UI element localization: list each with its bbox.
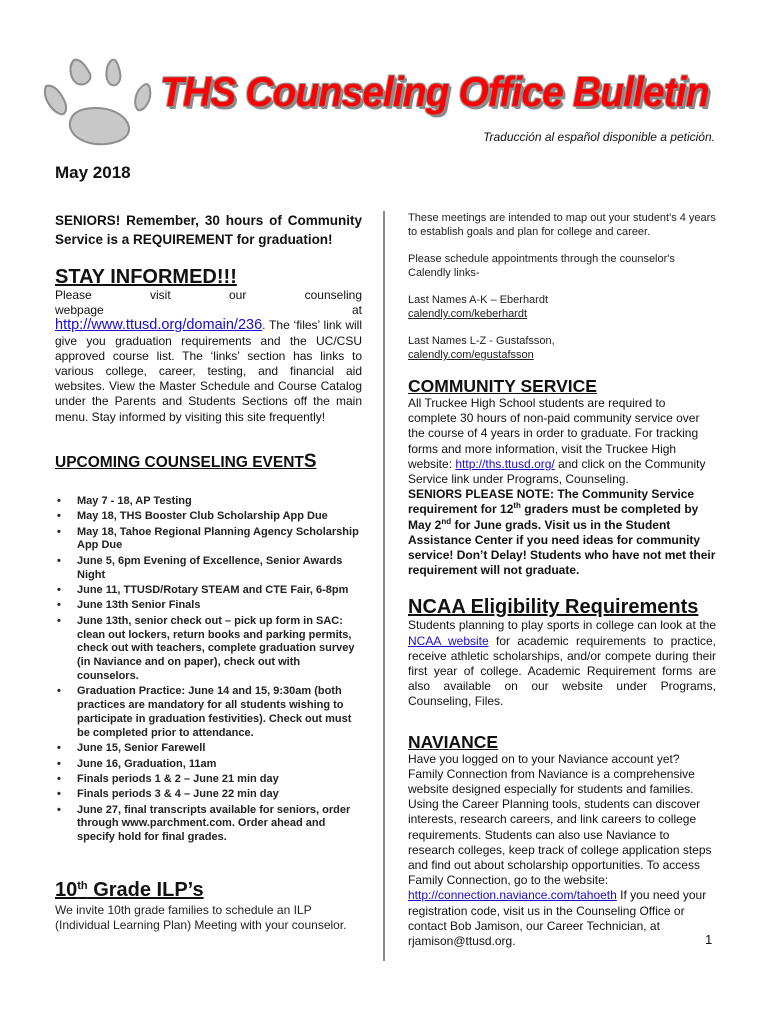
bulletin-title: THS Counseling Office Bulletin bbox=[160, 68, 709, 115]
bullet-icon: • bbox=[57, 525, 61, 538]
page-number: 1 bbox=[705, 932, 713, 947]
counseling-webpage-link[interactable]: http://www.ttusd.org/domain/236 bbox=[55, 317, 263, 334]
bullet-icon: • bbox=[57, 510, 61, 523]
event-item: • June 13th, senior check out – pick up form in SAC: clean out lockers, return books and parking permits, check out with teachers, complete graduation survey (in Naviance and on paper), check out with counselors. bbox=[57, 614, 355, 682]
calendly-intro: Please schedule appointments through the counselor's Calendly links- bbox=[408, 253, 675, 279]
events-heading-last-letter: S bbox=[303, 450, 317, 472]
bullet-icon: • bbox=[57, 788, 61, 801]
ncaa-text: Students planning to play sports in college can look at the NCAA website for academic requirements to practice, receive athletic scholarships, and/or compete during their first year of college. Academic Requirement forms are also available on our website under Programs, Counseling, Files. bbox=[408, 618, 717, 709]
bullet-icon: • bbox=[57, 599, 61, 612]
ilp-continued-text: These meetings are intended to map out your student's 4 years to establish goals and plan for college and career. bbox=[408, 212, 716, 238]
bullet-icon: • bbox=[57, 757, 61, 770]
stay-informed-text bbox=[55, 288, 362, 425]
stay-informed-intro: Please visit our counseling webpage at bbox=[55, 288, 362, 318]
community-service-heading: COMMUNITY SERVICE bbox=[408, 376, 597, 396]
naviance-heading: NAVIANCE bbox=[408, 731, 499, 752]
translation-note: Traducción al español disponible a petición. bbox=[483, 130, 715, 144]
bullet-icon: • bbox=[57, 554, 61, 567]
events-heading bbox=[55, 451, 362, 473]
event-item: • June 13th Senior Finals bbox=[57, 599, 201, 612]
event-item: • May 18, THS Booster Club Scholarship App Due bbox=[57, 510, 328, 523]
events-list bbox=[55, 495, 362, 845]
ilp-heading: 10th Grade ILP’s bbox=[55, 879, 204, 902]
calendly-gustafsson-link[interactable]: calendly.com/egustafsson bbox=[408, 349, 534, 361]
event-item: • June 11, TTUSD/Rotary STEAM and CTE Fair, 6-8pm bbox=[57, 583, 349, 596]
column-divider bbox=[383, 211, 385, 961]
counselor-lz-label: Last Names L-Z - Gustafsson, bbox=[408, 335, 555, 347]
bullet-icon: • bbox=[57, 772, 61, 785]
event-item: • June 16, Graduation, 11am bbox=[57, 757, 217, 770]
events-heading-text: UPCOMING COUNSELING EVENT bbox=[55, 453, 304, 471]
naviance-connection-link[interactable]: http://connection.naviance.com/tahoeth bbox=[408, 888, 617, 903]
naviance-text: Have you logged on to your Naviance account yet? Family Connection from Naviance is a comprehensive website designed especially for students and families. Using the Career Planning tools, students can discover interests, research careers, and link careers to college requirements. Students can also use Naviance to research colleges, keep track of college application steps and find out about scholarship opportunities. To access Family Connection, go to the website: http://connection.naviance.com/tahoeth If you need your registration code, visit us in the Counseling Office or contact Bob Jamison, our Career Technician, at rjamison@ttusd.org. bbox=[408, 751, 712, 949]
right-column bbox=[408, 211, 716, 949]
bullet-icon: • bbox=[57, 494, 61, 507]
bullet-icon: • bbox=[57, 685, 61, 698]
stay-informed-heading: STAY INFORMED!!! bbox=[55, 266, 237, 288]
calendly-eberhardt-link[interactable]: calendly.com/keberhardt bbox=[408, 308, 528, 320]
bullet-icon: • bbox=[57, 742, 61, 755]
left-column bbox=[55, 211, 362, 933]
ncaa-website-link[interactable]: NCAA website bbox=[408, 633, 489, 648]
event-item: • May 7 - 18, AP Testing bbox=[57, 494, 192, 507]
community-service-text: All Truckee High School students are required to complete 30 hours of non-paid community service over the course of 4 years in order to graduate. For tracking forms and more information, visit the Truckee High website: http://ths.ttusd.org/ and click on the Community Service link under Programs, Counseling. bbox=[408, 396, 706, 487]
counselor-ak-label: Last Names A-K – Eberhardt bbox=[408, 294, 549, 306]
seniors-community-note: SENIORS PLEASE NOTE: The Community Service requirement for 12th graders must be completed by May 2nd for June grads. Visit us in the Student Assistance Center if you need ideas for community service! Don’t Delay! Students who have not met their requirement will not graduate. bbox=[408, 487, 716, 578]
event-item: • Finals periods 1 & 2 – June 21 min day bbox=[57, 772, 279, 785]
issue-month: May 2018 bbox=[55, 163, 131, 182]
event-item: • May 18, Tahoe Regional Planning Agency Scholarship App Due bbox=[57, 525, 359, 552]
event-item: • June 15, Senior Farewell bbox=[57, 742, 206, 755]
event-item: • Finals periods 3 & 4 – June 22 min day bbox=[57, 788, 279, 801]
ths-website-link[interactable]: http://ths.ttusd.org/ bbox=[455, 456, 555, 471]
seniors-notice: SENIORS! Remember, 30 hours of Community Service is a REQUIREMENT for graduation! bbox=[55, 213, 362, 247]
ilp-text: We invite 10th grade families to schedule an ILP (Individual Learning Plan) Meeting with your counselor. bbox=[55, 903, 347, 933]
ncaa-heading: NCAA Eligibility Requirements bbox=[408, 596, 699, 619]
event-item: • June 5, 6pm Evening of Excellence, Senior Awards Night bbox=[57, 554, 343, 581]
event-item: • Graduation Practice: June 14 and 15, 9:30am (both practices are mandatory for all students wishing to participate in graduation festivities). Check out must be completed prior to attendance. bbox=[57, 685, 352, 739]
bullet-icon: • bbox=[57, 803, 61, 816]
bullet-icon: • bbox=[57, 614, 61, 627]
paw-print-icon bbox=[40, 52, 158, 148]
event-item: • June 27, final transcripts available for seniors, order through www.parchment.com. Order ahead and specify hold for final grades. bbox=[57, 803, 351, 844]
stay-informed-body: . The ‘files’ link will give you graduation requirements and the UC/CSU approved course list. The ‘links’ section has links to various college, career, testing, and financial aid websites. View the Master Schedule and Course Catalog under the Parents and Students Sections off the main menu. Stay informed by visiting this site frequently! bbox=[55, 318, 362, 424]
bullet-icon: • bbox=[57, 583, 61, 596]
